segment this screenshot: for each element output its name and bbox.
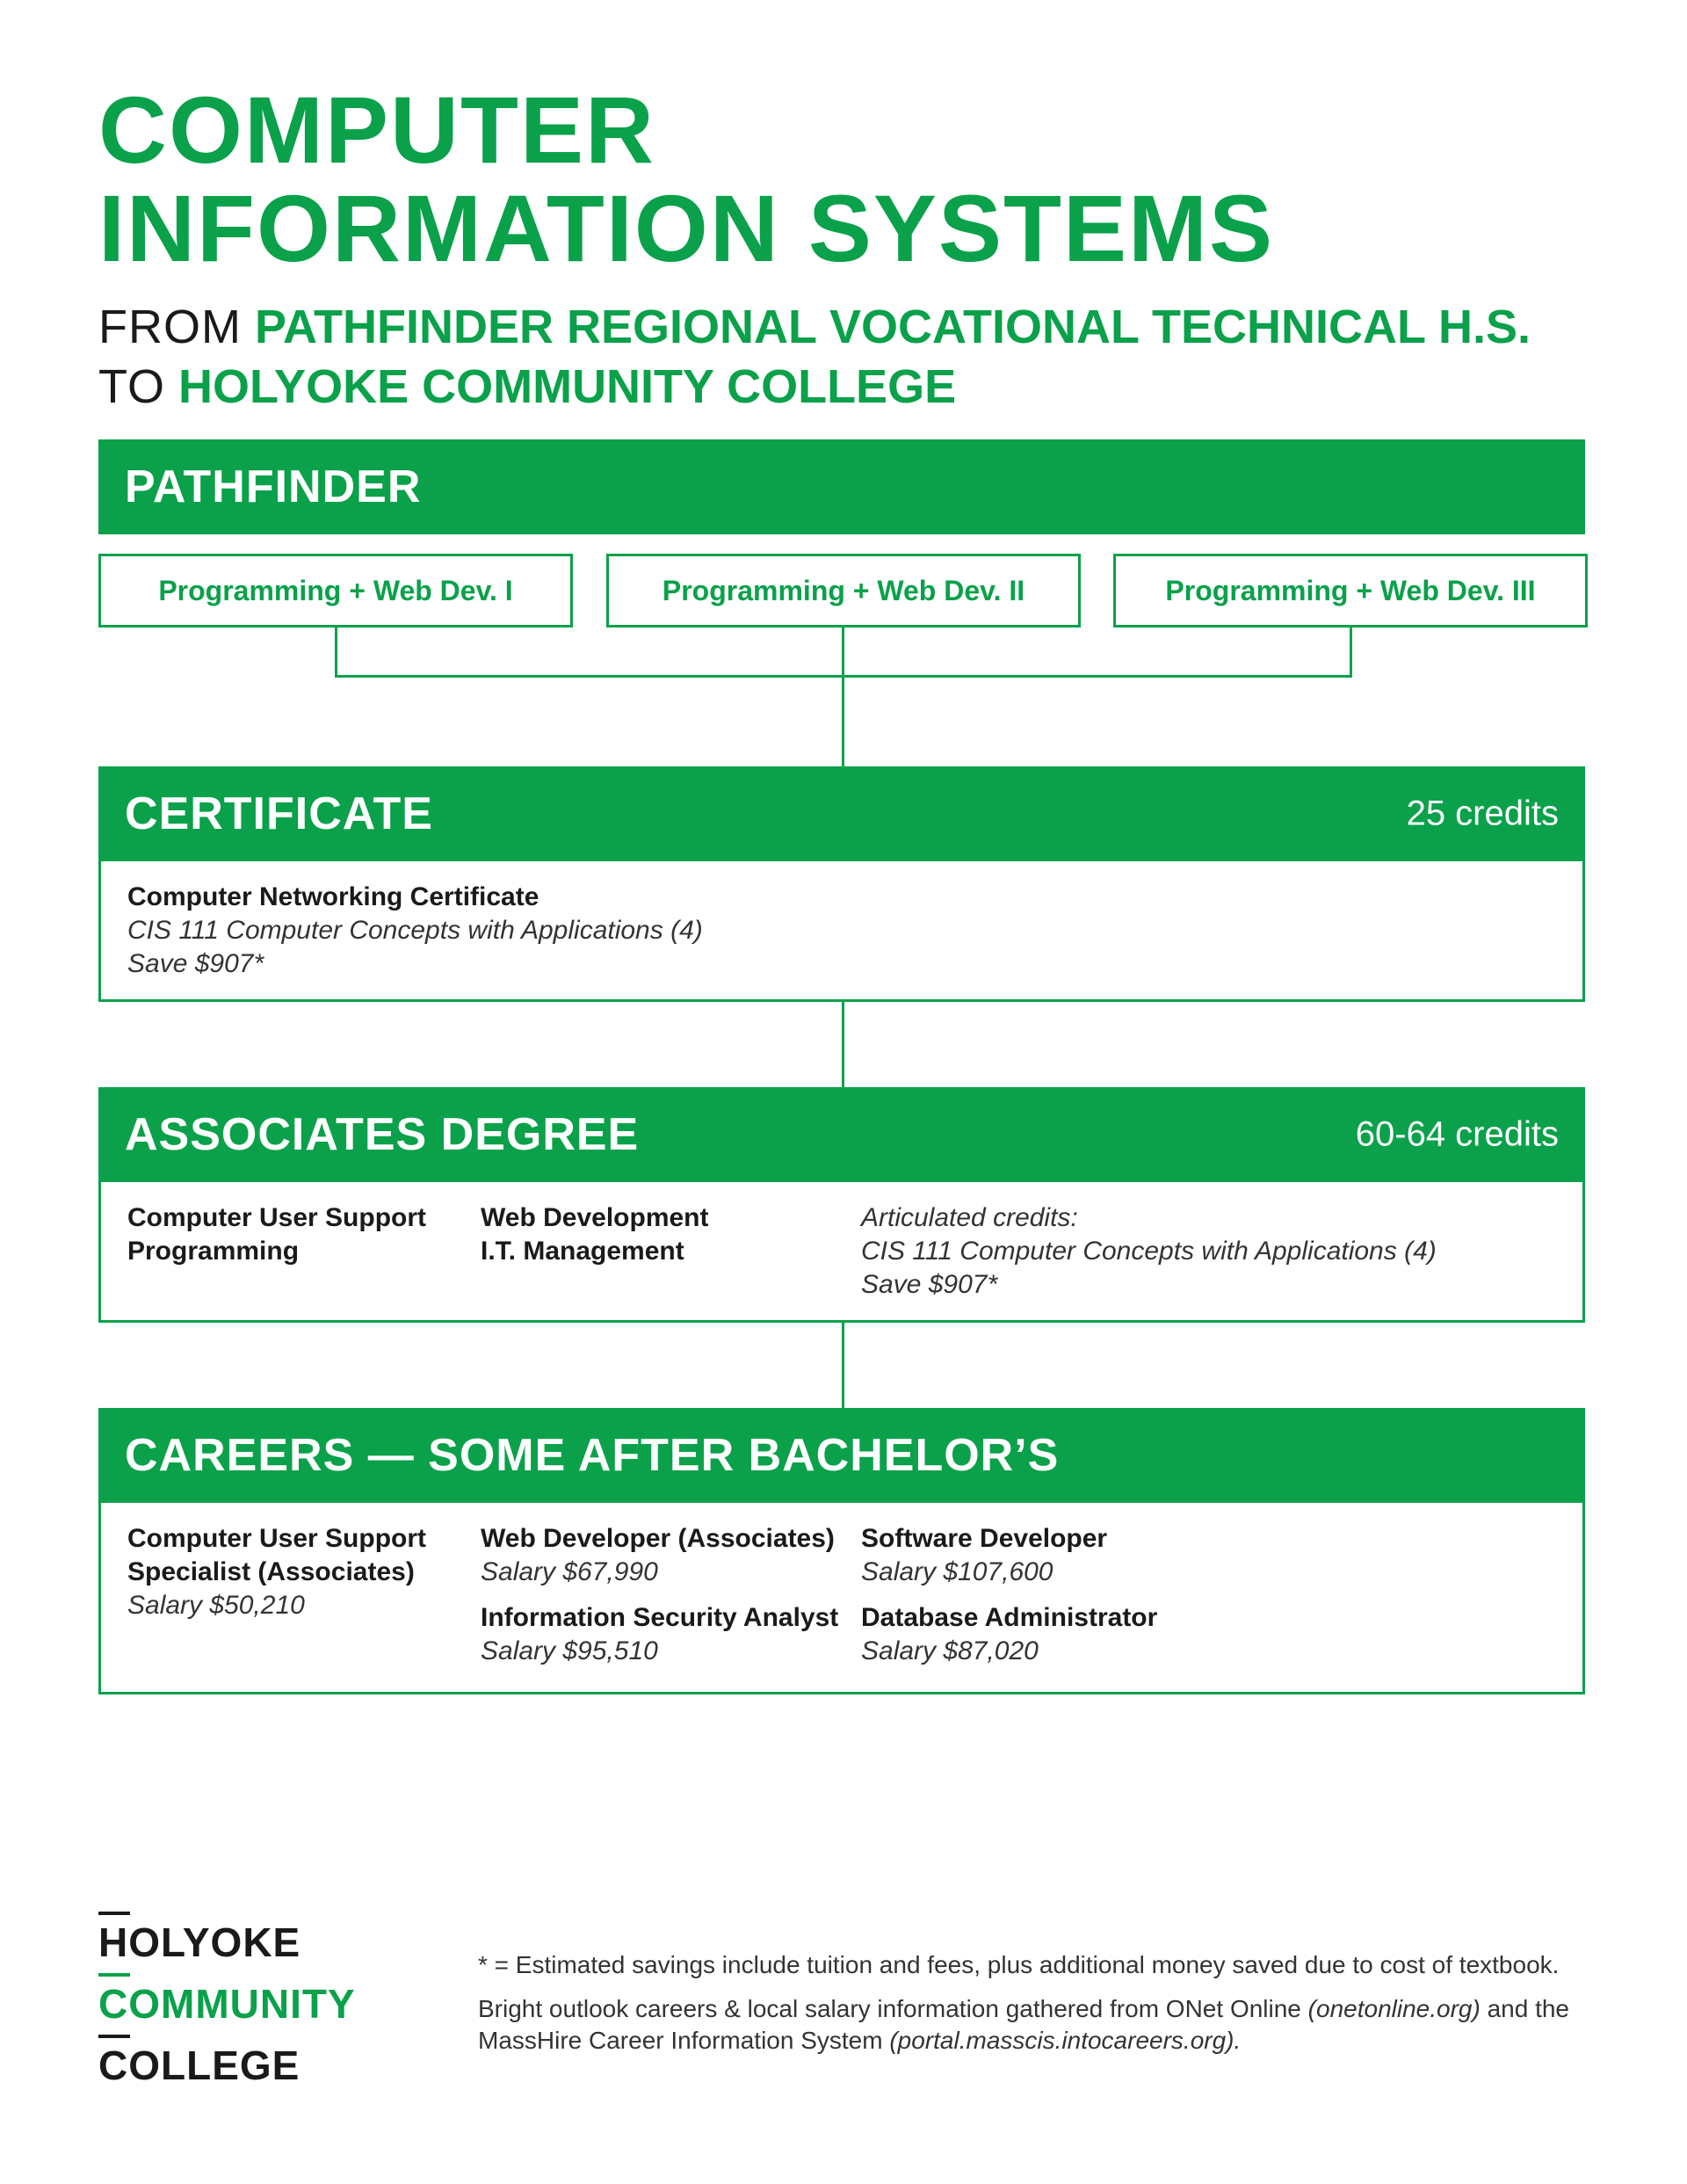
connector-line xyxy=(842,1323,844,1408)
course-box-1: Programming + Web Dev. I xyxy=(98,554,573,628)
articulated-course: CIS 111 Computer Concepts with Applications (4) xyxy=(861,1237,1437,1266)
logo-line-3: COLLEGE xyxy=(98,2035,356,2096)
career-salary: Salary $67,990 xyxy=(481,1557,658,1586)
footer-notes xyxy=(478,1949,1594,2069)
page-title xyxy=(98,76,1275,281)
footnote-savings: * = Estimated savings include tuition and fees, plus additional money saved due to cost of textbook. xyxy=(478,1951,1560,1978)
career-name: Specialist (Associates) xyxy=(127,1557,415,1586)
certificate-header xyxy=(98,766,1585,861)
career-item xyxy=(861,1601,1157,1668)
career-name: Computer User Support xyxy=(127,1524,427,1553)
footnote-sources-text-a: Bright outlook careers & local salary information gathered from ONet Online xyxy=(478,1995,1301,2022)
footnote-onet-link: (onetonline.org) xyxy=(1307,1995,1481,2022)
career-name: Web Developer (Associates) xyxy=(481,1524,835,1553)
career-name: Software Developer xyxy=(861,1524,1108,1553)
connector-line xyxy=(842,628,844,766)
certificate-details xyxy=(127,881,703,981)
from-school: PATHFINDER REGIONAL VOCATIONAL TECHNICAL H.S. xyxy=(254,301,1531,353)
career-item xyxy=(127,1522,426,1622)
certificate-name: Computer Networking Certificate xyxy=(127,882,539,911)
connector-line xyxy=(842,1002,844,1087)
course-box-2: Programming + Web Dev. II xyxy=(606,554,1081,628)
pathfinder-title: PATHFINDER xyxy=(125,461,422,512)
articulated-save: Save $907* xyxy=(861,1270,998,1299)
certificate-course: CIS 111 Computer Concepts with Applications (4) xyxy=(127,916,703,945)
page-title-line-2: INFORMATION SYSTEMS xyxy=(98,175,1275,281)
from-word: FROM xyxy=(98,301,242,353)
certificate-credits: 25 credits xyxy=(1406,794,1559,833)
career-item xyxy=(481,1601,838,1668)
associates-articulated xyxy=(861,1201,1437,1302)
page-subtitle xyxy=(98,297,1531,417)
career-item xyxy=(861,1522,1107,1589)
associates-header xyxy=(98,1087,1585,1182)
career-salary: Salary $87,020 xyxy=(861,1636,1039,1665)
career-item xyxy=(481,1522,835,1589)
associates-program: Computer User Support xyxy=(127,1203,427,1232)
associates-program: Programming xyxy=(127,1237,300,1266)
career-name: Database Administrator xyxy=(861,1603,1158,1632)
career-salary: Salary $95,510 xyxy=(481,1636,658,1665)
page-title-line-1: COMPUTER xyxy=(98,76,655,183)
careers-box xyxy=(98,1503,1585,1694)
associates-program: I.T. Management xyxy=(481,1237,684,1266)
associates-credits: 60-64 credits xyxy=(1355,1114,1559,1154)
logo-line-1: HOLYOKE xyxy=(98,1912,356,1973)
career-name: Information Security Analyst xyxy=(481,1603,839,1632)
pathfinder-header xyxy=(98,439,1585,534)
course-box-3: Programming + Web Dev. III xyxy=(1113,554,1588,628)
careers-header xyxy=(98,1408,1585,1503)
associates-title: ASSOCIATES DEGREE xyxy=(125,1109,640,1160)
career-salary: Salary $50,210 xyxy=(127,1591,305,1620)
logo-line-2: COMMUNITY xyxy=(98,1973,356,2035)
articulated-label: Articulated credits: xyxy=(861,1203,1078,1232)
certificate-save: Save $907* xyxy=(127,949,264,978)
associates-box xyxy=(98,1182,1585,1323)
careers-title: CAREERS — SOME AFTER BACHELOR’S xyxy=(125,1430,1060,1481)
footnote-sources-text-b: and the MassHire Career Information System xyxy=(478,1995,1569,2054)
connector-line xyxy=(1350,628,1352,678)
footnote-masscis-link: (portal.masscis.intocareers.org). xyxy=(889,2027,1242,2054)
connector-line xyxy=(335,628,337,678)
associates-program: Web Development xyxy=(481,1203,709,1232)
footnote-sources xyxy=(478,1993,1594,2057)
certificate-box xyxy=(98,861,1585,1002)
holyoke-logo xyxy=(98,1912,356,2096)
to-word: TO xyxy=(98,360,166,413)
associates-col-2 xyxy=(481,1201,709,1268)
career-salary: Salary $107,600 xyxy=(861,1557,1053,1586)
associates-col-1 xyxy=(127,1201,426,1268)
certificate-title: CERTIFICATE xyxy=(125,788,433,839)
to-school: HOLYOKE COMMUNITY COLLEGE xyxy=(178,360,957,413)
